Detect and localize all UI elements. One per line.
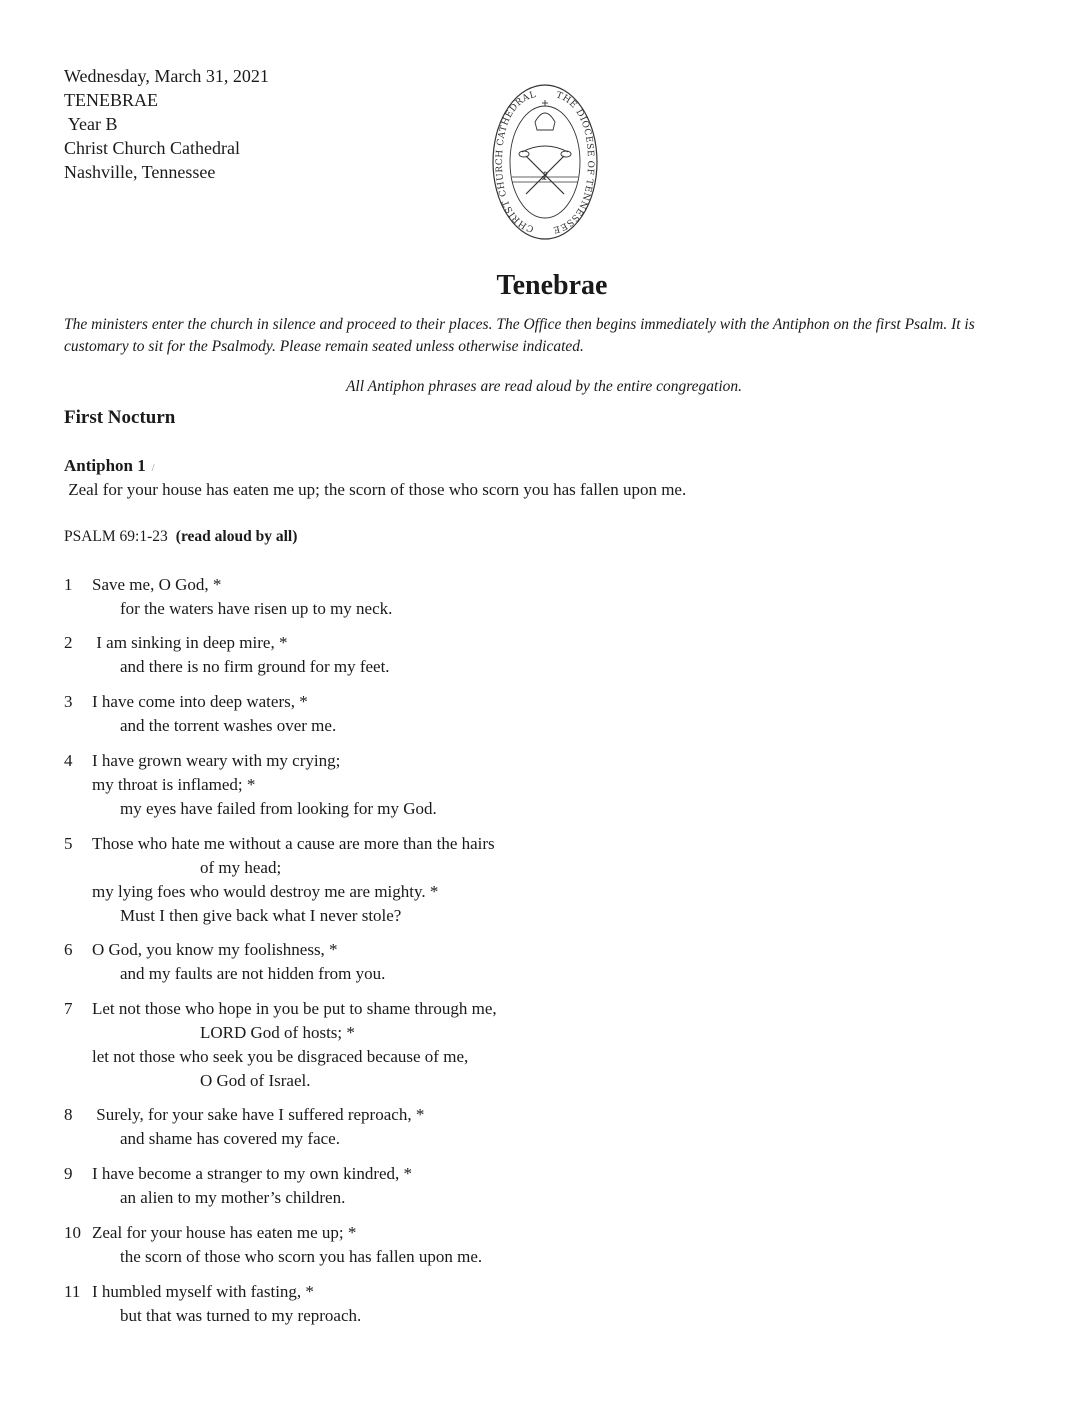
verse-line bbox=[64, 573, 764, 597]
psalm-verse bbox=[64, 1280, 764, 1328]
verse-text: Let not those who hope in you be put to shame through me, bbox=[92, 999, 497, 1018]
antiphon-text: Zeal for your house has eaten me up; the scorn of those who scorn you has fallen upon me. bbox=[64, 480, 687, 499]
verse-text: Those who hate me without a cause are more than the hairs bbox=[92, 834, 495, 853]
verse-line bbox=[64, 1045, 764, 1069]
seal-chi-rho-mark: ☧ bbox=[541, 173, 549, 183]
antiphon-heading-label: Antiphon 1 bbox=[64, 456, 146, 475]
verse-number: 6 bbox=[64, 940, 73, 959]
verse-text: Surely, for your sake have I suffered reproach, * bbox=[92, 1105, 425, 1124]
seal-text-left: CHRIST CHURCH CATHEDRAL bbox=[494, 89, 538, 234]
verse-text: I have come into deep waters, * bbox=[92, 692, 308, 711]
verse-text: O God of Israel. bbox=[200, 1071, 311, 1090]
verse-text: and shame has covered my face. bbox=[120, 1129, 340, 1148]
verse-line bbox=[64, 773, 764, 797]
verse-text: O God, you know my foolishness, * bbox=[92, 940, 338, 959]
verse-number: 8 bbox=[64, 1105, 73, 1124]
verse-text: and the torrent washes over me. bbox=[120, 716, 337, 735]
verse-text: but that was turned to my reproach. bbox=[120, 1306, 362, 1325]
verse-number: 1 bbox=[64, 575, 73, 594]
psalm-verse bbox=[64, 938, 764, 986]
psalm-verse bbox=[64, 997, 764, 1093]
verse-text: I have grown weary with my crying; bbox=[92, 751, 341, 770]
verse-text: I am sinking in deep mire, * bbox=[92, 633, 288, 652]
antiphon-rubric: All Antiphon phrases are read aloud by the entire congregation. bbox=[345, 378, 743, 395]
verse-text: my eyes have failed from looking for my God. bbox=[120, 799, 437, 818]
verse-line bbox=[64, 880, 764, 904]
psalm-verse bbox=[64, 573, 764, 621]
psalm-reference: PSALM 69:1-23 bbox=[64, 528, 168, 545]
verse-line bbox=[64, 1069, 764, 1093]
verse-line bbox=[64, 1221, 764, 1245]
verse-line bbox=[64, 690, 764, 714]
antiphon-mark: / bbox=[151, 463, 155, 474]
service-date: Wednesday, March 31, 2021 bbox=[64, 66, 269, 86]
verse-line bbox=[64, 1127, 764, 1151]
verse-text: Must I then give back what I never stole? bbox=[120, 906, 402, 925]
psalm-verse bbox=[64, 1221, 764, 1269]
diocese-seal-logo bbox=[490, 82, 600, 242]
verse-text: I humbled myself with fasting, * bbox=[92, 1282, 314, 1301]
verse-line bbox=[64, 1186, 764, 1210]
verse-line bbox=[64, 904, 764, 928]
psalm-verse bbox=[64, 832, 764, 928]
verse-text: an alien to my mother’s children. bbox=[120, 1188, 346, 1207]
verse-number: 3 bbox=[64, 692, 73, 711]
verse-line bbox=[64, 655, 764, 679]
liturgical-year: Year B bbox=[64, 114, 118, 134]
verse-text: and there is no firm ground for my feet. bbox=[120, 657, 390, 676]
verse-text: Zeal for your house has eaten me up; * bbox=[92, 1223, 357, 1242]
psalm-verse bbox=[64, 631, 764, 679]
verse-number: 10 bbox=[64, 1223, 81, 1242]
psalm-heading bbox=[64, 528, 297, 546]
verse-number: 5 bbox=[64, 834, 73, 853]
page-title: Tenebrae bbox=[496, 270, 608, 301]
verse-line bbox=[64, 1162, 764, 1186]
verse-line bbox=[64, 1021, 764, 1045]
verse-number: 4 bbox=[64, 751, 73, 770]
verse-text: for the waters have risen up to my neck. bbox=[120, 599, 393, 618]
verse-text: my throat is inflamed; * bbox=[92, 775, 256, 794]
verse-number: 9 bbox=[64, 1164, 73, 1183]
verse-number: 2 bbox=[64, 633, 73, 652]
verse-number: 7 bbox=[64, 999, 73, 1018]
psalm-verse bbox=[64, 1162, 764, 1210]
page-header bbox=[64, 64, 269, 184]
verse-text: LORD God of hosts; * bbox=[200, 1023, 355, 1042]
verse-text: and my faults are not hidden from you. bbox=[120, 964, 386, 983]
verse-line bbox=[64, 749, 764, 773]
church-location: Nashville, Tennessee bbox=[64, 162, 216, 182]
verse-line bbox=[64, 1245, 764, 1269]
verse-line bbox=[64, 962, 764, 986]
verse-line bbox=[64, 797, 764, 821]
psalm-note: (read aloud by all) bbox=[175, 528, 298, 545]
verse-line bbox=[64, 714, 764, 738]
verse-line bbox=[64, 856, 764, 880]
verse-text: my lying foes who would destroy me are mighty. * bbox=[92, 882, 439, 901]
verse-text: of my head; bbox=[200, 858, 282, 877]
verse-line bbox=[64, 1103, 764, 1127]
verse-number: 11 bbox=[64, 1282, 81, 1301]
opening-rubric: The ministers enter the church in silence and proceed to their places. The Office then begins immediately with the Antiphon on the first Psalm. It is customary to sit for the Psalmody. Please remain seated unless otherwise indicated. bbox=[64, 316, 975, 355]
verse-line bbox=[64, 1280, 764, 1304]
verse-text: I have become a stranger to my own kindred, * bbox=[92, 1164, 413, 1183]
service-name: TENEBRAE bbox=[64, 90, 158, 110]
verse-line bbox=[64, 631, 764, 655]
verse-text: Save me, O God, * bbox=[92, 575, 222, 594]
psalm-verse bbox=[64, 690, 764, 738]
seal-text-right: THE DIOCESE OF TENNESSEE bbox=[551, 90, 596, 235]
verse-line bbox=[64, 597, 764, 621]
verse-line bbox=[64, 832, 764, 856]
psalm-verse bbox=[64, 749, 764, 821]
verse-text: the scorn of those who scorn you has fallen upon me. bbox=[120, 1247, 483, 1266]
verse-line bbox=[64, 938, 764, 962]
verse-line bbox=[64, 1304, 764, 1328]
verse-line bbox=[64, 997, 764, 1021]
antiphon-heading bbox=[64, 456, 155, 476]
church-name: Christ Church Cathedral bbox=[64, 138, 240, 158]
psalm-verse bbox=[64, 1103, 764, 1151]
verse-text: let not those who seek you be disgraced because of me, bbox=[92, 1047, 469, 1066]
section-heading: First Nocturn bbox=[64, 407, 176, 428]
